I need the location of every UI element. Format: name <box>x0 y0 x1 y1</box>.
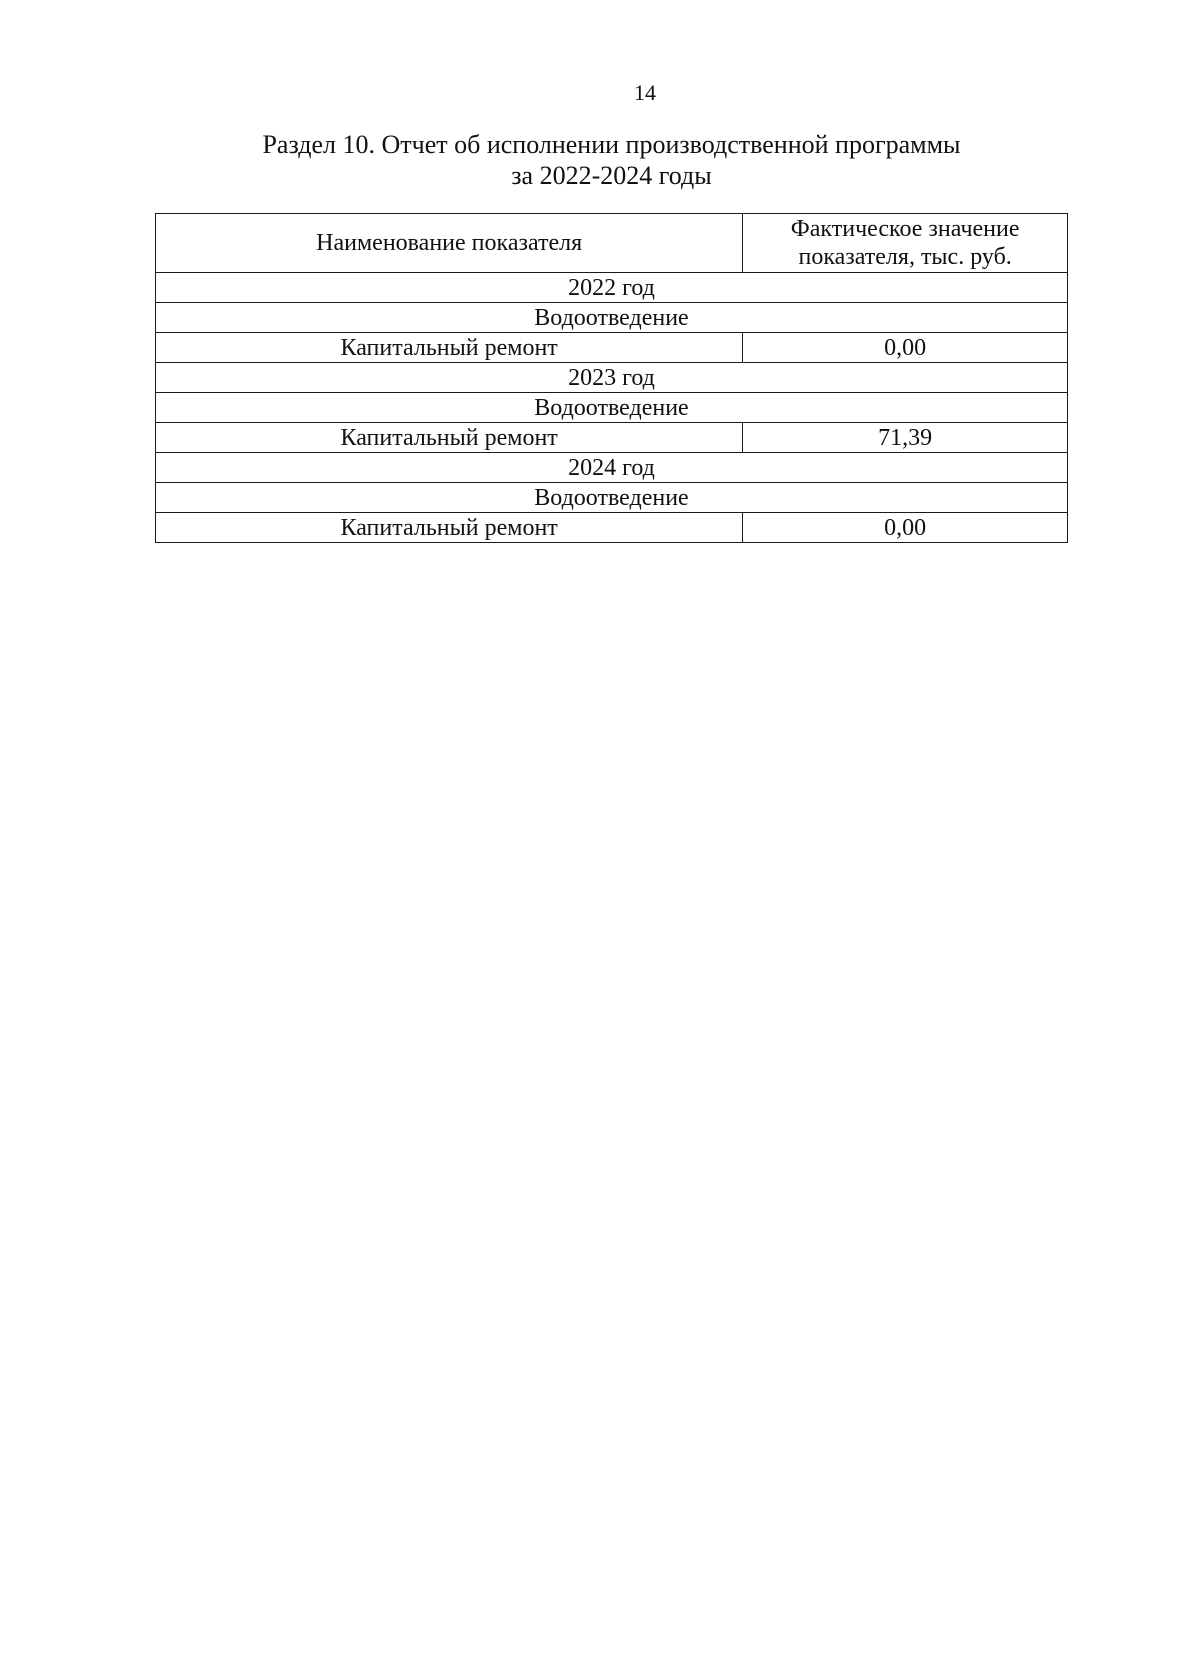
indicator-value-cell: 71,39 <box>743 423 1068 453</box>
table-row <box>156 513 1068 543</box>
table-row-year-2024 <box>156 453 1068 483</box>
table-row <box>156 333 1068 363</box>
column-header-value-line-2: показателя, тыс. руб. <box>798 244 1012 270</box>
section-title <box>155 129 1068 191</box>
indicator-value-cell: 0,00 <box>743 333 1068 363</box>
table-row-service-2023 <box>156 393 1068 423</box>
table-header-row <box>156 214 1068 273</box>
table-row-service-2022 <box>156 303 1068 333</box>
section-title-line-2: за 2022-2024 годы <box>511 161 712 190</box>
table-row-year-2022 <box>156 273 1068 303</box>
service-cell: Водоотведение <box>156 393 1068 423</box>
service-cell: Водоотведение <box>156 303 1068 333</box>
column-header-value-line-1: Фактическое значение <box>790 216 1020 242</box>
indicator-value-cell: 0,00 <box>743 513 1068 543</box>
indicator-name-cell: Капитальный ремонт <box>156 333 743 363</box>
table-row-service-2024 <box>156 483 1068 513</box>
table-row-year-2023 <box>156 363 1068 393</box>
year-cell: 2024 год <box>156 453 1068 483</box>
column-header-value <box>743 214 1068 273</box>
indicator-name-cell: Капитальный ремонт <box>156 423 743 453</box>
column-header-name: Наименование показателя <box>156 214 743 273</box>
year-cell: 2023 год <box>156 363 1068 393</box>
service-cell: Водоотведение <box>156 483 1068 513</box>
page-number: 14 <box>634 80 656 105</box>
table-row <box>156 423 1068 453</box>
section-title-line-1: Раздел 10. Отчет об исполнении производственной программы <box>262 130 961 159</box>
year-cell: 2022 год <box>156 273 1068 303</box>
indicator-name-cell: Капитальный ремонт <box>156 513 743 543</box>
report-table <box>155 213 1068 543</box>
